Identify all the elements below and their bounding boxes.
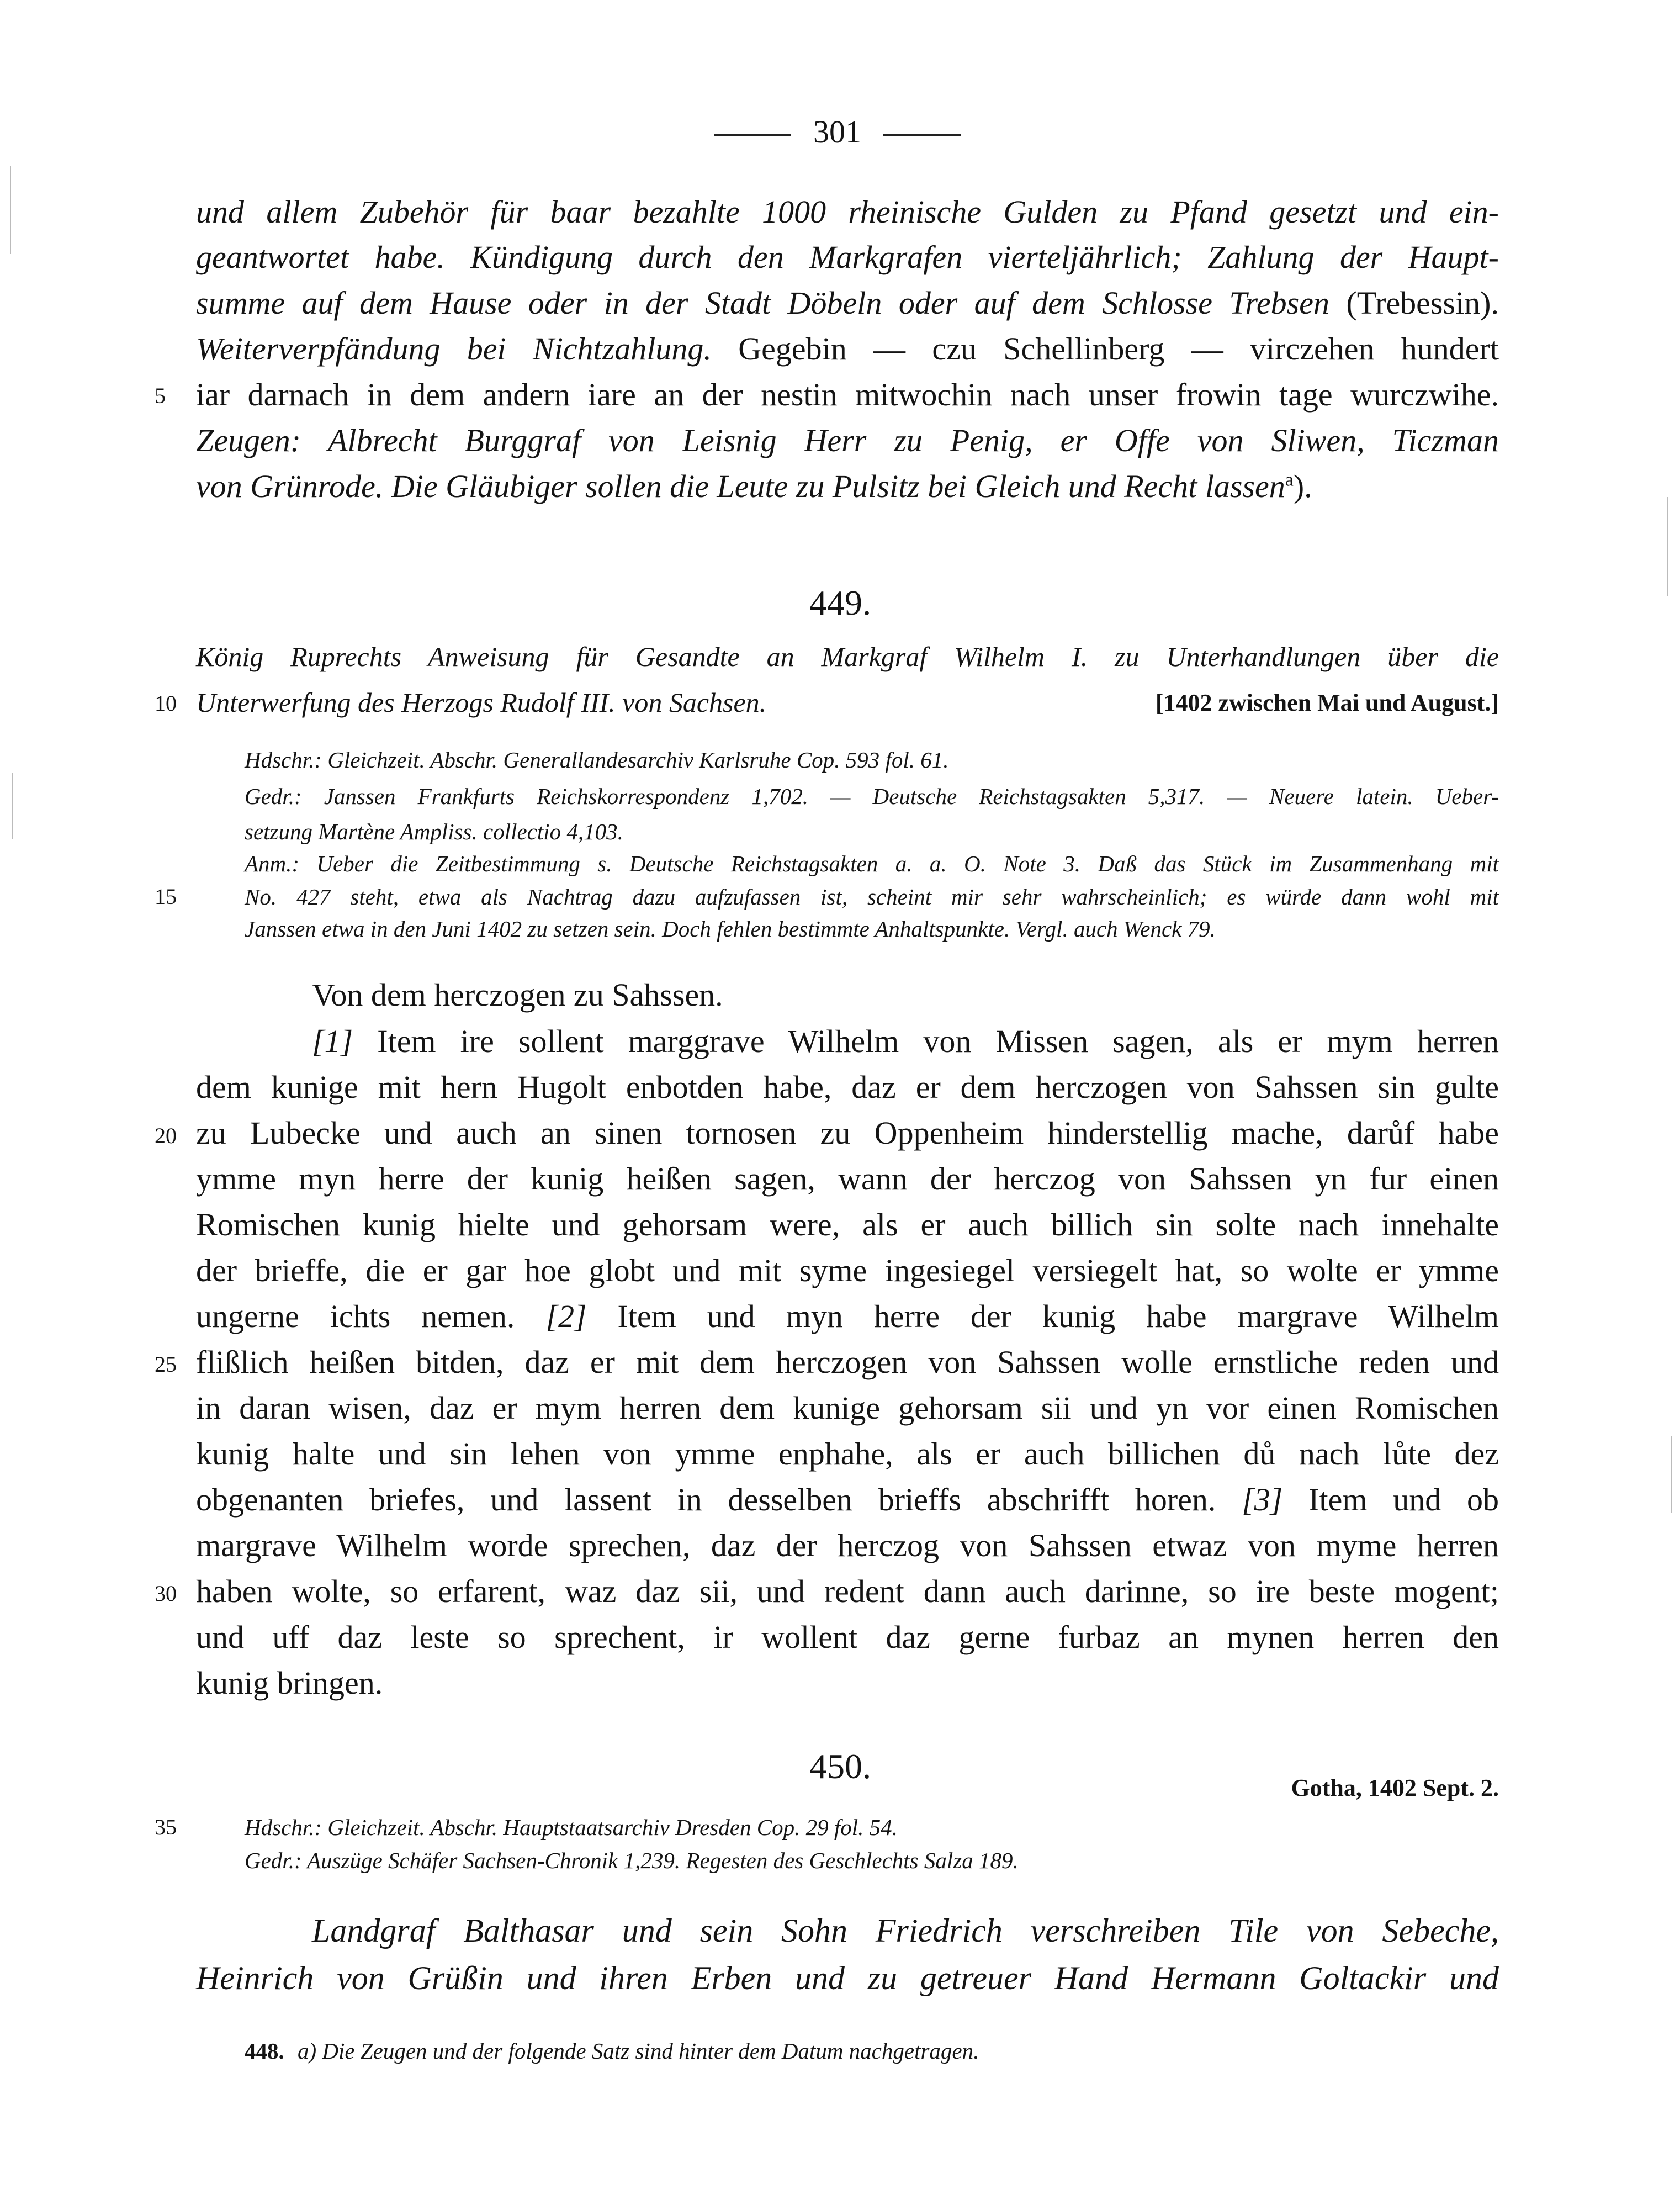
body-line [196,1114,1499,1151]
continuation-line [196,422,1499,459]
header-rule-right [883,134,961,136]
roman-run: ungerne ichts nemen. [196,1298,515,1334]
roman-run: Romischen kunig hielte und gehorsam were, als er auch billich sin solte nach innehalte [196,1207,1499,1242]
entry-number-450: 450. [809,1747,871,1786]
italic-run: Weiterverpfändung bei Nichtzahlung. [196,331,712,367]
entry-449-title-line1: König Ruprechts Anweisung für Gesandte an Markgraf Wilhelm I. zu Unterhandlungen über die [196,641,1499,672]
entry-450-note: Gedr.: Auszüge Schäfer Sachsen-Chronik 1,239. Regesten des Geschlechts Salza 189. [245,1848,1019,1873]
body-line [196,1206,1499,1243]
entry-449-title-line2: Unterwerfung des Herzogs Rudolf III. von Sachsen. [196,687,767,718]
body-line [196,1619,1499,1656]
roman-run: der brieffe, die er gar hoe globt und mit syme ingesiegel versiegelt hat, so wolte er ymme [196,1252,1499,1288]
roman-run: Item ire sollent marggrave Wilhelm von Missen sagen, als er mym herren [353,1023,1499,1059]
entry-449-date: [1402 zwischen Mai und August.] [1155,689,1499,716]
continuation-line [196,239,1499,276]
body-line [196,1573,1499,1610]
roman-run: zu Lubecke und auch an sinen tornosen zu Oppenheim hinderstellig mache, darůf habe [196,1115,1499,1151]
roman-run: und uff daz leste so sprechent, ir wollent daz gerne furbaz an mynen herren den [196,1619,1499,1655]
entry-449-note: setzung Martène Ampliss. collectio 4,103. [245,819,623,844]
line-number: 15 [155,884,177,909]
roman-run: Item und myn herre der kunig habe margrave Wilhelm [586,1298,1499,1334]
entry-450-place-date: Gotha, 1402 Sept. 2. [1291,1774,1499,1801]
body-line [196,1435,1499,1472]
entry-number-449: 449. [809,583,871,622]
body-line [196,1069,1499,1106]
continuation-line [196,284,1499,321]
scan-speck [1671,1436,1672,1513]
roman-run: in daran wisen, daz er mym herren dem kunige gehorsam sii und yn vor einen Romischen [196,1390,1499,1426]
entry-449-note: Hdschr.: Gleichzeit. Abschr. Generallandesarchiv Karlsruhe Cop. 593 fol. 61. [245,747,949,773]
continuation-line [196,193,1499,230]
line-number: 20 [155,1123,177,1148]
roman-run: dem kunige mit hern Hugolt enbotden habe, daz er dem herczogen von Sahssen sin gulte [196,1069,1499,1105]
page-header [692,113,983,150]
roman-run: iar darnach in dem andern iare an der nestin mitwochin nach unser frowin tage wurczwihe. [196,377,1499,413]
roman-run: obgenanten briefes, und lassent in desselben brieffs abschrifft horen. [196,1482,1216,1518]
continuation-line [196,376,1499,413]
roman-run: kunig halte und sin lehen von ymme enphahe, als er auch billichen dů nach lůte dez [196,1436,1499,1472]
body-line [196,1160,1499,1197]
entry-449-note: Janssen etwa in den Juni 1402 zu setzen sein. Doch fehlen bestimmte Anhaltspunkte. Vergl. auch Wenck 79. [245,916,1216,942]
body-line [196,1344,1499,1381]
roman-run: ymme myn herre der kunig heißen sagen, wann der herczog von Sahssen yn fur einen [196,1161,1499,1197]
line-number: 35 [155,1815,177,1839]
body-line [196,1481,1499,1518]
roman-run: flißlich heißen bitden, daz er mit dem herczogen von Sahssen wolle ernstliche reden und [196,1344,1499,1380]
entry-450-summary: Heinrich von Grüßin und ihren Erben und zu getreuer Hand Hermann Goltackir und [196,1960,1499,1996]
entry-449-heading: Von dem herczogen zu Sahssen. [312,977,723,1013]
italic-run: geantwortet habe. Kündigung durch den Markgrafen vierteljährlich; Zahlung der Haupt- [196,239,1499,275]
entry-449-note: Gedr.: Janssen Frankfurts Reichskorrespondenz 1,702. — Deutsche Reichstagsakten 5,317. — Neuere latein. Ueber- [245,784,1499,809]
italic-run: und allem Zubehör für baar bezahlte 1000 rheinische Gulden zu Pfand gesetzt und ein- [196,194,1499,230]
body-line [196,1389,1499,1426]
entry-449-note: No. 427 steht, etwa als Nachtrag dazu aufzufassen ist, scheint mir sehr wahrscheinlich; es würde dann wohl mit [245,884,1499,910]
footnote [245,2038,979,2064]
scan-speck [1667,497,1668,596]
italic-run: summe auf dem Hause oder in der Stadt Döbeln oder auf dem Schlosse Trebsen [196,285,1329,321]
body-line [196,1252,1499,1289]
continuation-line [196,330,1499,367]
line-number: 25 [155,1352,177,1377]
body-line [196,1527,1499,1564]
body-line [312,1023,1499,1060]
body-line [196,1664,1499,1701]
line-number: 30 [155,1581,177,1606]
header-rule-left [714,134,791,136]
entry-450-summary: Landgraf Balthasar und sein Sohn Friedrich verschreiben Tile von Sebeche, [312,1912,1499,1949]
roman-run: kunig bringen. [196,1665,383,1701]
roman-run: Gegebin — czu Schellinberg — virczehen hundert [711,331,1499,367]
section-marker: [1] [312,1023,353,1059]
scan-speck [10,166,11,254]
italic-run: Zeugen: Albrecht Burggraf von Leisnig Herr zu Penig, er Offe von Sliwen, Ticzman [196,422,1499,458]
roman-run: (Trebessin). [1329,285,1499,321]
italic-run: von Grünrode. Die Gläubiger sollen die Leute zu Pulsitz bei Gleich und Recht lassen [196,468,1285,504]
section-marker: [3] [1216,1482,1283,1518]
entry-449-note: Anm.: Ueber die Zeitbestimmung s. Deutsche Reichstagsakten a. a. O. Note 3. Daß das Stück im Zusammenhang mit [245,851,1499,876]
continuation-line [196,468,1499,505]
line-number: 5 [155,383,166,408]
roman-run: Item und ob [1282,1482,1499,1518]
body-line [196,1298,1499,1335]
section-marker: [2] [515,1298,587,1334]
footnote-marker: a [1285,469,1294,490]
entry-450-note: Hdschr.: Gleichzeit. Abschr. Hauptstaatsarchiv Dresden Cop. 29 fol. 54. [245,1815,898,1840]
roman-run: margrave Wilhelm worde sprechen, daz der herczog von Sahssen etwaz von myme herren [196,1527,1499,1563]
roman-run: ). [1293,468,1312,504]
footnote-ref: 448. [245,2038,284,2064]
line-number: 10 [155,691,177,716]
page-number: 301 [813,114,861,150]
footnote-text: a) Die Zeugen und der folgende Satz sind hinter dem Datum nachgetragen. [298,2038,979,2064]
roman-run: haben wolte, so erfarent, waz daz sii, und redent dann auch darinne, so ire beste mogent; [196,1573,1499,1609]
scan-speck [12,773,13,839]
